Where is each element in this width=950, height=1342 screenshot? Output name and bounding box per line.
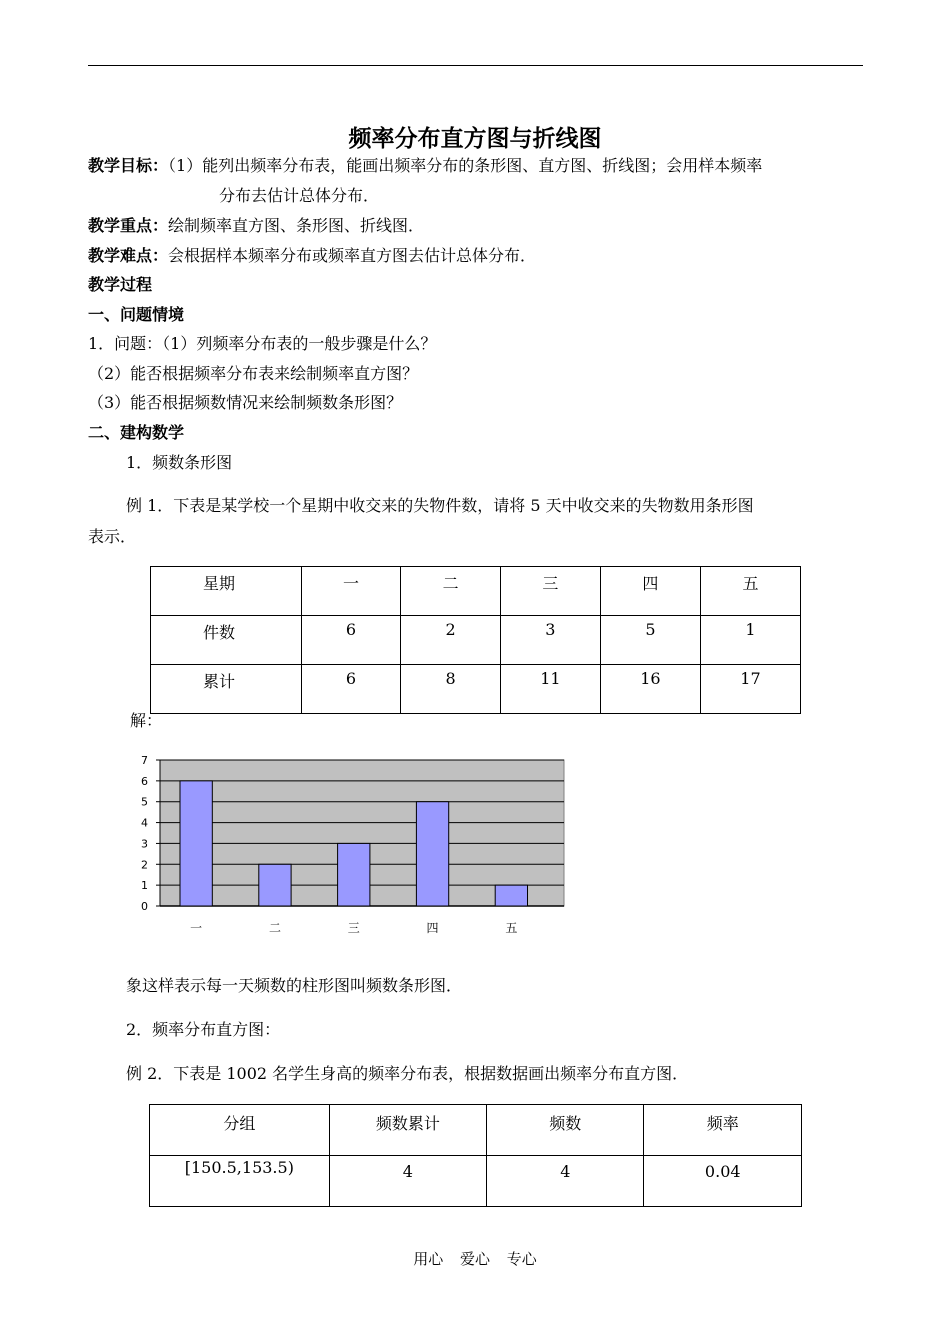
y-tick-label: 5 (141, 795, 148, 809)
table-cell: 0.04 (644, 1156, 802, 1207)
table-cell: 频数累计 (329, 1105, 486, 1156)
question-1: 1．问题：（1）列频率分布表的一般步骤是什么？ (88, 334, 437, 353)
x-tick-label: 一 (190, 921, 203, 935)
chart-caption: 象这样表示每一天频数的柱形图叫频数条形图． (126, 976, 463, 995)
section1-heading: 一、问题情境 (88, 305, 185, 324)
question-3: （3）能否根据频数情况来绘制频数条形图？ (88, 393, 403, 412)
table-cell: 3 (500, 616, 600, 665)
question-2: （2）能否根据频率分布表来绘制频率直方图？ (88, 364, 419, 383)
table-cell: 频数 (487, 1105, 644, 1156)
objectives-line1 (88, 155, 762, 177)
table-cell: [150.5,153.5) (150, 1156, 330, 1207)
page-footer (0, 1248, 950, 1269)
bar (259, 864, 291, 906)
footer-text: 爱心 (459, 1250, 490, 1268)
table-cell: 5 (600, 616, 700, 665)
table-cell: 11 (500, 665, 600, 714)
process-heading: 教学过程 (88, 275, 153, 294)
table-cell: 8 (401, 665, 501, 714)
table-cell: 二 (401, 567, 501, 616)
table-cell: 星期 (151, 567, 302, 616)
page-title: 频率分布直方图与折线图 (348, 126, 602, 152)
table-cell: 频率 (644, 1105, 802, 1156)
table-cell: 一 (301, 567, 401, 616)
y-tick-label: 4 (141, 816, 148, 830)
x-tick-label: 三 (347, 921, 360, 935)
table-cell: 累计 (151, 665, 302, 714)
table-cell: 2 (401, 616, 501, 665)
table-cell: 16 (600, 665, 700, 714)
table-cell: 17 (700, 665, 800, 714)
y-tick-label: 6 (141, 774, 148, 788)
table-row (151, 567, 801, 616)
keypoints-label: 教学重点： (88, 216, 169, 235)
table-cell: 1 (700, 616, 800, 665)
table-row (151, 665, 801, 714)
difficulties-text: 会根据样本频率分布或频率直方图去估计总体分布． (168, 246, 537, 265)
y-tick-label: 3 (141, 837, 148, 851)
y-tick-label: 0 (141, 900, 148, 913)
objectives-line2: 分布去估计总体分布． (219, 186, 380, 205)
table-cell: 五 (700, 567, 800, 616)
subsection-2-title: 2．频率分布直方图： (126, 1020, 281, 1039)
bar (180, 781, 212, 906)
x-tick-label: 二 (268, 921, 281, 935)
keypoints-line (88, 215, 424, 237)
lost-items-bar-chart (132, 750, 572, 942)
subsection-1-title: 1．频数条形图 (126, 453, 233, 472)
keypoints-text: 绘制频率直方图、条形图、折线图． (168, 216, 425, 235)
table-cell: 四 (600, 567, 700, 616)
bar (338, 843, 370, 906)
solution-label: 解： (130, 711, 163, 730)
x-tick-label: 四 (426, 921, 439, 935)
header-rule (88, 65, 863, 66)
x-tick-label: 五 (505, 921, 518, 935)
example1-text: 例 1．下表是某学校一个星期中收交来的失物件数，请将 5 天中收交来的失物数用条形图 (126, 496, 754, 515)
table-cell: 4 (329, 1156, 486, 1207)
footer-text: 专心 (506, 1250, 537, 1268)
y-tick-label: 2 (141, 858, 148, 872)
example2-text: 例 2．下表是 1002 名学生身高的频率分布表，根据数据画出频率分布直方图． (126, 1064, 689, 1083)
footer-text: 用心 (413, 1250, 444, 1268)
y-tick-label: 1 (141, 879, 148, 893)
table-cell: 4 (487, 1156, 644, 1207)
table-row (151, 616, 801, 665)
difficulties-line (88, 245, 536, 267)
objectives-label: 教学目标： (88, 156, 169, 175)
table-row (150, 1105, 802, 1156)
lost-items-table (150, 566, 801, 714)
section2-heading: 二、建构数学 (88, 423, 185, 442)
height-frequency-table (149, 1104, 802, 1207)
table-row (150, 1156, 802, 1207)
table-cell: 件数 (151, 616, 302, 665)
y-tick-label: 7 (141, 754, 148, 767)
table-cell: 分组 (150, 1105, 330, 1156)
bar (495, 885, 527, 906)
objectives-text: （1）能列出频率分布表，能画出频率分布的条形图、直方图、折线图；会用样本频率 (168, 156, 763, 175)
table-cell: 三 (500, 567, 600, 616)
difficulties-label: 教学难点： (88, 246, 169, 265)
table-cell: 6 (301, 665, 401, 714)
table-cell: 6 (301, 616, 401, 665)
bar (416, 802, 448, 906)
example1-text-cont: 表示． (88, 527, 137, 546)
